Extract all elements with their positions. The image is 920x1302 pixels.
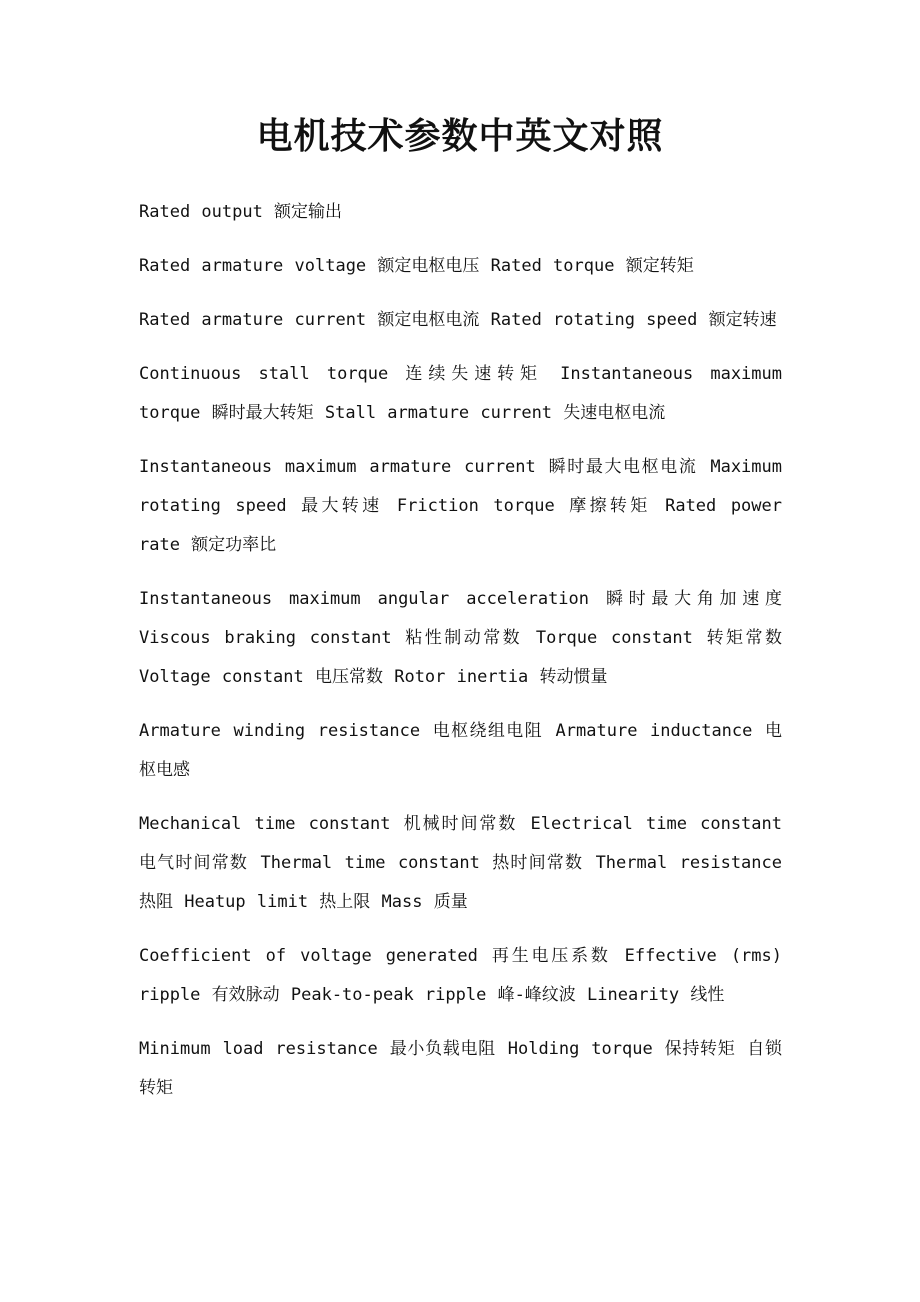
- paragraph-1: Rated output 额定输出: [139, 202, 343, 222]
- paragraph-6: Instantaneous maximum angular acceleration 瞬时最大角加速度 Viscous braking constant 粘性制动常数 Torque constant 转矩常数 Voltage constant 电压常数 Rotor inertia 转动惯量: [139, 589, 782, 687]
- paragraph-3: Rated armature current 额定电枢电流 Rated rotating speed 额定转速: [139, 310, 777, 330]
- paragraph-10: Minimum load resistance 最小负载电阻 Holding torque 保持转矩 自锁转矩: [139, 1039, 782, 1098]
- paragraph-8: Mechanical time constant 机械时间常数 Electrical time constant 电气时间常数 Thermal time constant 热时间常数 Thermal resistance 热阻 Heatup limit 热上限 Mass 质量: [139, 814, 782, 912]
- document-title: 电机技术参数中英文对照: [256, 115, 664, 157]
- paragraph-7: Armature winding resistance 电枢绕组电阻 Armature inductance 电枢电感: [139, 721, 782, 780]
- paragraph-4: Continuous stall torque 连续失速转矩 Instantaneous maximum torque 瞬时最大转矩 Stall armature current 失速电枢电流: [139, 364, 782, 423]
- paragraph-9: Coefficient of voltage generated 再生电压系数 Effective (rms) ripple 有效脉动 Peak-to-peak ripple 峰-峰纹波 Linearity 线性: [139, 946, 782, 1005]
- document-body: [139, 193, 782, 1123]
- paragraph-2: Rated armature voltage 额定电枢电压 Rated torque 额定转矩: [139, 256, 694, 276]
- paragraph-5: Instantaneous maximum armature current 瞬时最大电枢电流 Maximum rotating speed 最大转速 Friction torque 摩擦转矩 Rated power rate 额定功率比: [139, 457, 782, 555]
